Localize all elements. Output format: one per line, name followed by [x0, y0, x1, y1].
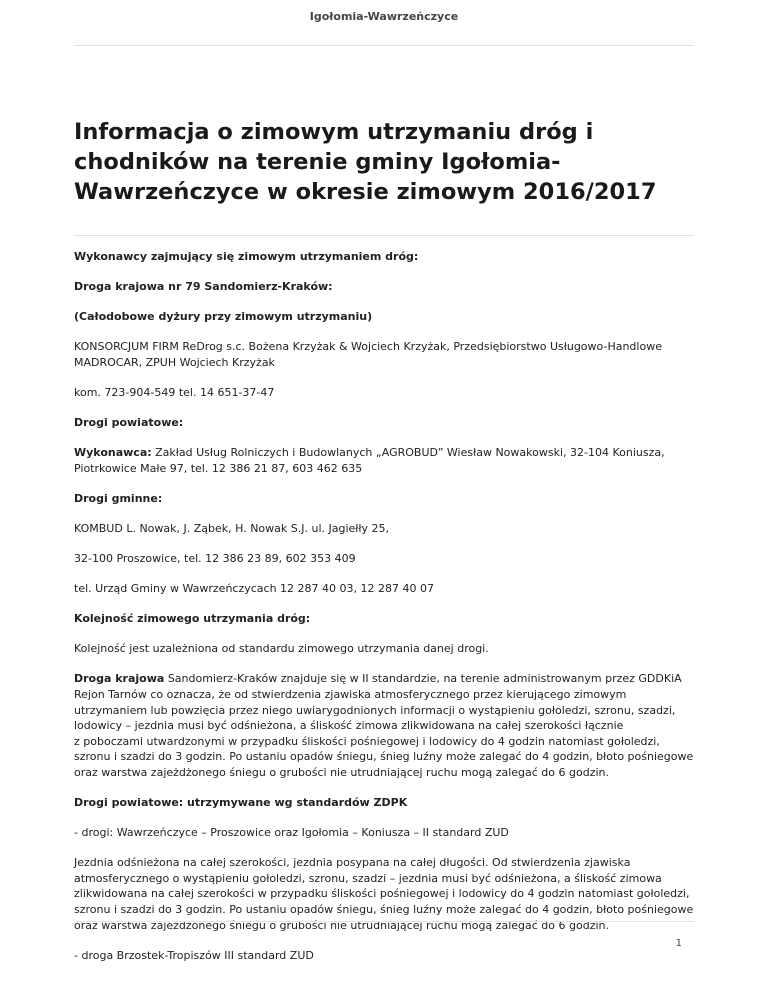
drogi-list-item-2: - droga Brzostek-Tropiszów III standard ZUD: [74, 948, 314, 962]
wykonawca-paragraph: [74, 445, 694, 476]
droga-krajowa-text: Sandomierz-Kraków znajduje się w II standardzie, na terenie administrowanym przez GDDKiA Rejon Tarnów co oznacza, że od stwierdzenia zjawiska atmosferycznego przez kierującego zimowym utrzymaniem lub powzięcia przez niego uwiarygodnionych informacji o wystąpieniu gołoledzi, szronu, szadzi, lodowicy – jezdnia musi być odśnieżona, a śliskość zimowa zlikwidowana na całej szerokości łącznie z poboczami utwardzonymi w przypadku śliskości pośniegowej i lodowicy do 4 godzin natomiast gołoledzi, szronu i szadzi do 3 godzin. Po ustaniu opadów śniegu, śnieg luźny może zalegać do 4 godzin, błoto pośniegowe oraz warstwa zajeżdżonego śniegu o grubości nie utrudniającej ruchu mogą zalegać do 6 godzin.: [74, 672, 694, 779]
standard-paragraph: Jezdnia odśnieżona na całej szerokości, jezdnia posypana na całej długości. Od stwierdzenia zjawiska atmosferycznego o wystąpieniu gołoledzi, szronu, szadzi – jezdnia musi być odśnieżona, a śliskość zimowa zlikwidowana na całej szerokości w przypadku śliskości pośniegowej i lodowicy do 4 godzin natomiast gołoledzi, szronu i szadzi do 3 godzin. Po ustaniu opadów śniegu, śnieg luźny może zalegać do 4 godzin, błoto pośniegowe oraz warstwa zajeżdżonego śniegu o grubości nie utrudniającej ruchu mogą zalegać do 6 godzin.: [74, 856, 694, 932]
powiatowe-zdpk-heading: Drogi powiatowe: utrzymywane wg standardów ZDPK: [74, 796, 408, 810]
kombud-line-1: KOMBUD L. Nowak, J. Ząbek, H. Nowak S.J. ul. Jagiełły 25,: [74, 521, 390, 535]
kolejnosc-heading: Kolejność zimowego utrzymania dróg:: [74, 612, 311, 626]
droga-krajowa-label: Droga krajowa: [74, 672, 165, 686]
kombud-line-2: 32-100 Proszowice, tel. 12 386 23 89, 602 353 409: [74, 552, 356, 566]
drogi-powiatowe-heading: Drogi powiatowe:: [74, 416, 184, 430]
page-number: 1: [675, 938, 682, 949]
header-title: Igołomia-Wawrzeńczyce: [309, 10, 459, 23]
document-body: [74, 249, 694, 978]
wykonawca-text: Zakład Usług Rolniczych i Budowlanych „AGROBUD” Wiesław Nowakowski, 32-104 Koniusza, Piotrkowice Małe 97, tel. 12 386 21 87, 603 462 635: [74, 446, 665, 475]
wykonawca-label: Wykonawca:: [74, 446, 152, 460]
page-header: [74, 0, 694, 46]
dyzury-heading: (Całodobowe dyżury przy zimowym utrzymaniu): [74, 310, 373, 324]
droga-krajowa-heading: Droga krajowa nr 79 Sandomierz-Kraków:: [74, 280, 333, 294]
droga-krajowa-paragraph: [74, 671, 694, 780]
konsorcjum-phone: kom. 723-904-549 tel. 14 651-37-47: [74, 385, 275, 399]
urzad-phone: tel. Urząd Gminy w Wawrzeńczycach 12 287 40 03, 12 287 40 07: [74, 582, 434, 596]
drogi-gminne-heading: Drogi gminne:: [74, 491, 163, 505]
footer-divider: [74, 921, 694, 922]
kolejnosc-paragraph: Kolejność jest uzależniona od standardu zimowego utrzymania danej drogi.: [74, 642, 489, 656]
title-divider: [74, 235, 694, 236]
drogi-list-item-1: - drogi: Wawrzeńczyce – Proszowice oraz Igołomia – Koniusza – II standard ZUD: [74, 826, 509, 840]
document-title: Informacja o zimowym utrzymaniu dróg i chodników na terenie gminy Igołomia-Wawrzeńczyce w okresie zimowym 2016/2017: [74, 119, 657, 205]
wykonawcy-heading: Wykonawcy zajmujący się zimowym utrzymaniem dróg:: [74, 250, 419, 263]
konsorcjum-paragraph: KONSORCJUM FIRM ReDrog s.c. Bożena Krzyżak & Wojciech Krzyżak, Przedsiębiorstwo Usługowo-Handlowe MADROCAR, ZPUH Wojciech Krzyżak: [74, 340, 662, 369]
